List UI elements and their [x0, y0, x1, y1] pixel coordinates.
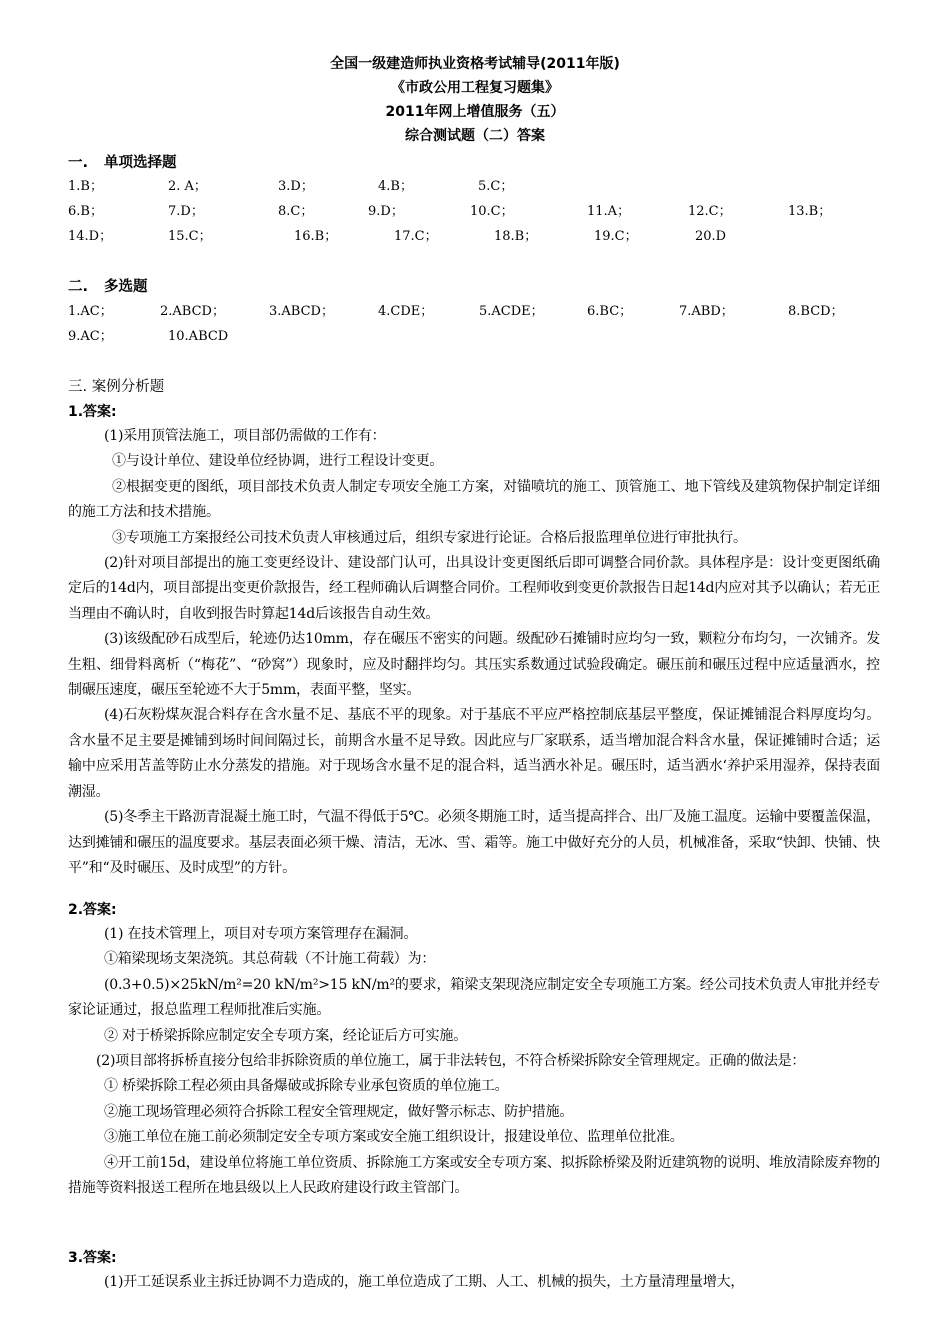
paragraph: (1)采用顶管法施工，项目部仍需做的工作有：: [104, 428, 386, 444]
paragraph: (1) 在技术管理上，项目对专项方案管理存在漏洞。: [104, 926, 418, 942]
answer-item: 5.C；: [478, 179, 514, 194]
case-1-answer: [68, 424, 880, 881]
document-title-block: [0, 52, 950, 148]
answer-item: 9.AC；: [68, 329, 113, 344]
paragraph: ② 对于桥梁拆除应制定安全专项方案，经论证后方可实施。: [104, 1027, 468, 1044]
answer-item: 5.ACDE；: [479, 304, 544, 319]
answer-item: 18.B；: [494, 229, 538, 244]
answer-item: 1.B；: [68, 179, 103, 194]
answer-item: 1.AC；: [68, 304, 113, 319]
answer-item: 13.B；: [788, 204, 832, 219]
paragraph: ④开工前15d，建设单位将施工单位资质、拆除施工方案或安全专项方案、拟拆除桥梁及附近建筑物的说明、堆放清除废弃物的措施等资料报送工程所在地县级以上人民政府建设行政主管部门。: [68, 1154, 880, 1197]
section-number: 二.: [68, 279, 89, 295]
title-exam: 全国一级建造师执业资格考试辅导(2011年版): [330, 56, 620, 72]
single-choice-row: [68, 200, 898, 224]
paragraph: (0.3+0.5)×25kN/m²=20 kN/m²>15 kN/m²的要求，箱梁支架现浇应制定安全专项施工方案。经公司技术负责人审批并经专家论证通过，报总监理工程师批准后实施。: [68, 976, 880, 1019]
case-2-heading: 2.答案:: [68, 902, 117, 918]
answer-item: 2.ABCD；: [160, 304, 225, 319]
paragraph: (5)冬季主干路沥青混凝土施工时，气温不得低于5℃。必须冬期施工时，适当提高拌合、出厂及施工温度。运输中要覆盖保温，达到摊铺和碾压的温度要求。基层表面必须干燥、清洁，无冰、雪、霜等。施工中做好充分的人员，机械准备，采取“快卸、快铺、快平”和“及时碾压、及时成型”的方针。: [68, 809, 880, 876]
answer-item: 20.D: [695, 229, 727, 244]
answer-item: 10.C；: [470, 204, 514, 219]
section-number: 一.: [68, 155, 89, 171]
answer-item: 6.BC；: [587, 304, 633, 319]
paragraph: (2)针对项目部提出的施工变更经设计、建设部门认可，出具设计变更图纸后即可调整合同价款。具体程序是：设计变更图纸确定后的14d内，项目部提出变更价款报告，经工程师确认后调整合同价。工程师收到变更价款报告日起14d内应对其予以确认；若无正当理由不确认时，自收到报告时算起14d后该报告自动生效。: [68, 555, 880, 622]
single-choice-row: [68, 175, 898, 199]
answer-item: 12.C；: [688, 204, 732, 219]
paragraph: ①与设计单位、建设单位经协调，进行工程设计变更。: [112, 453, 444, 470]
title-test: 综合测试题（二）答案: [405, 128, 545, 144]
section-label: 单项选择题: [104, 155, 177, 171]
answer-item: 4.B；: [378, 179, 413, 194]
answer-item: 2. A；: [168, 179, 207, 194]
title-service: 2011年网上增值服务（五）: [385, 104, 565, 120]
paragraph: (2)项目部将拆桥直接分包给非拆除资质的单位施工，属于非法转包，不符合桥梁拆除安全管理规定。正确的做法是：: [96, 1053, 806, 1070]
answer-item: 3.ABCD；: [269, 304, 334, 319]
paragraph: ① 桥梁拆除工程必须由具备爆破或拆除专业承包资质的单位施工。: [104, 1078, 509, 1095]
answer-item: 11.A；: [587, 204, 631, 219]
case-1-heading: 1.答案:: [68, 404, 117, 420]
section-multi-choice-heading: [68, 275, 148, 299]
paragraph: ②根据变更的图纸，项目部技术负责人制定专项安全施工方案，对锚喷坑的施工、顶管施工、地下管线及建筑物保护制定详细的施工方法和技术措施。: [68, 478, 880, 521]
paragraph: ③专项施工方案报经公司技术负责人审核通过后，组织专家进行论证。合格后报监理单位进行审批执行。: [112, 529, 747, 546]
paragraph: (1)开工延误系业主拆迁协调不力造成的，施工单位造成了工期、人工、机械的损失，土方量清理量增大，: [104, 1274, 745, 1290]
answer-item: 4.CDE；: [378, 304, 434, 319]
multi-choice-row: [68, 300, 898, 324]
case-2-answer: [68, 922, 880, 1201]
answer-item: 14.D；: [68, 229, 113, 244]
answer-item: 9.D；: [368, 204, 404, 219]
answer-item: 15.C；: [168, 229, 212, 244]
single-choice-row: [68, 225, 898, 249]
case-3-heading: 3.答案:: [68, 1250, 117, 1266]
answer-item: 8.BCD；: [788, 304, 844, 319]
answer-item: 6.B；: [68, 204, 103, 219]
answer-item: 7.ABD；: [679, 304, 734, 319]
paragraph: (3)该级配砂石成型后，轮迹仍达10mm，存在碾压不密实的问题。级配砂石摊铺时应均匀一致，颗粒分布均匀，一次铺齐。发生粗、细骨料离析（“梅花”、“砂窝”）现象时，应及时翻拌均匀。其压实系数通过试验段确定。碾压前和碾压过程中应适量洒水，控制碾压速度，碾压至轮迹不大于5mm，表面平整，坚实。: [68, 631, 880, 699]
answer-item: 3.D；: [278, 179, 314, 194]
title-book: 《市政公用工程复习题集》: [391, 80, 559, 96]
paragraph: ③施工单位在施工前必须制定安全专项方案或安全施工组织设计，报建设单位、监理单位批准。: [104, 1129, 684, 1146]
answer-item: 10.ABCD: [168, 329, 229, 344]
answer-item: 7.D；: [168, 204, 204, 219]
section-case-analysis-heading: 三. 案例分析题: [68, 379, 165, 395]
answer-item: 17.C；: [394, 229, 438, 244]
section-label: 多选题: [104, 279, 148, 295]
answer-item: 19.C；: [594, 229, 638, 244]
answer-item: 8.C；: [278, 204, 314, 219]
paragraph: ①箱梁现场支架浇筑。其总荷载（不计施工荷载）为：: [104, 951, 436, 968]
multi-choice-row: [68, 325, 898, 349]
answer-item: 16.B；: [294, 229, 338, 244]
paragraph: (4)石灰粉煤灰混合料存在含水量不足、基底不平的现象。对于基底不平应严格控制底基层平整度，保证摊铺混合料厚度均匀。含水量不足主要是摊铺到场时间间隔过长，前期含水量不足导致。因此应与厂家联系，适当增加混合料含水量，保证摊铺时合适；运输中应采用苫盖等防止水分蒸发的措施。对于现场含水量不足的混合料，适当洒水补足。碾压时，适当洒水‘养护采用湿养，保持表面潮湿。: [68, 707, 880, 800]
paragraph: ②施工现场管理必须符合拆除工程安全管理规定，做好警示标志、防护措施。: [104, 1103, 574, 1120]
section-single-choice-heading: [68, 151, 177, 175]
case-3-answer: [68, 1270, 880, 1295]
